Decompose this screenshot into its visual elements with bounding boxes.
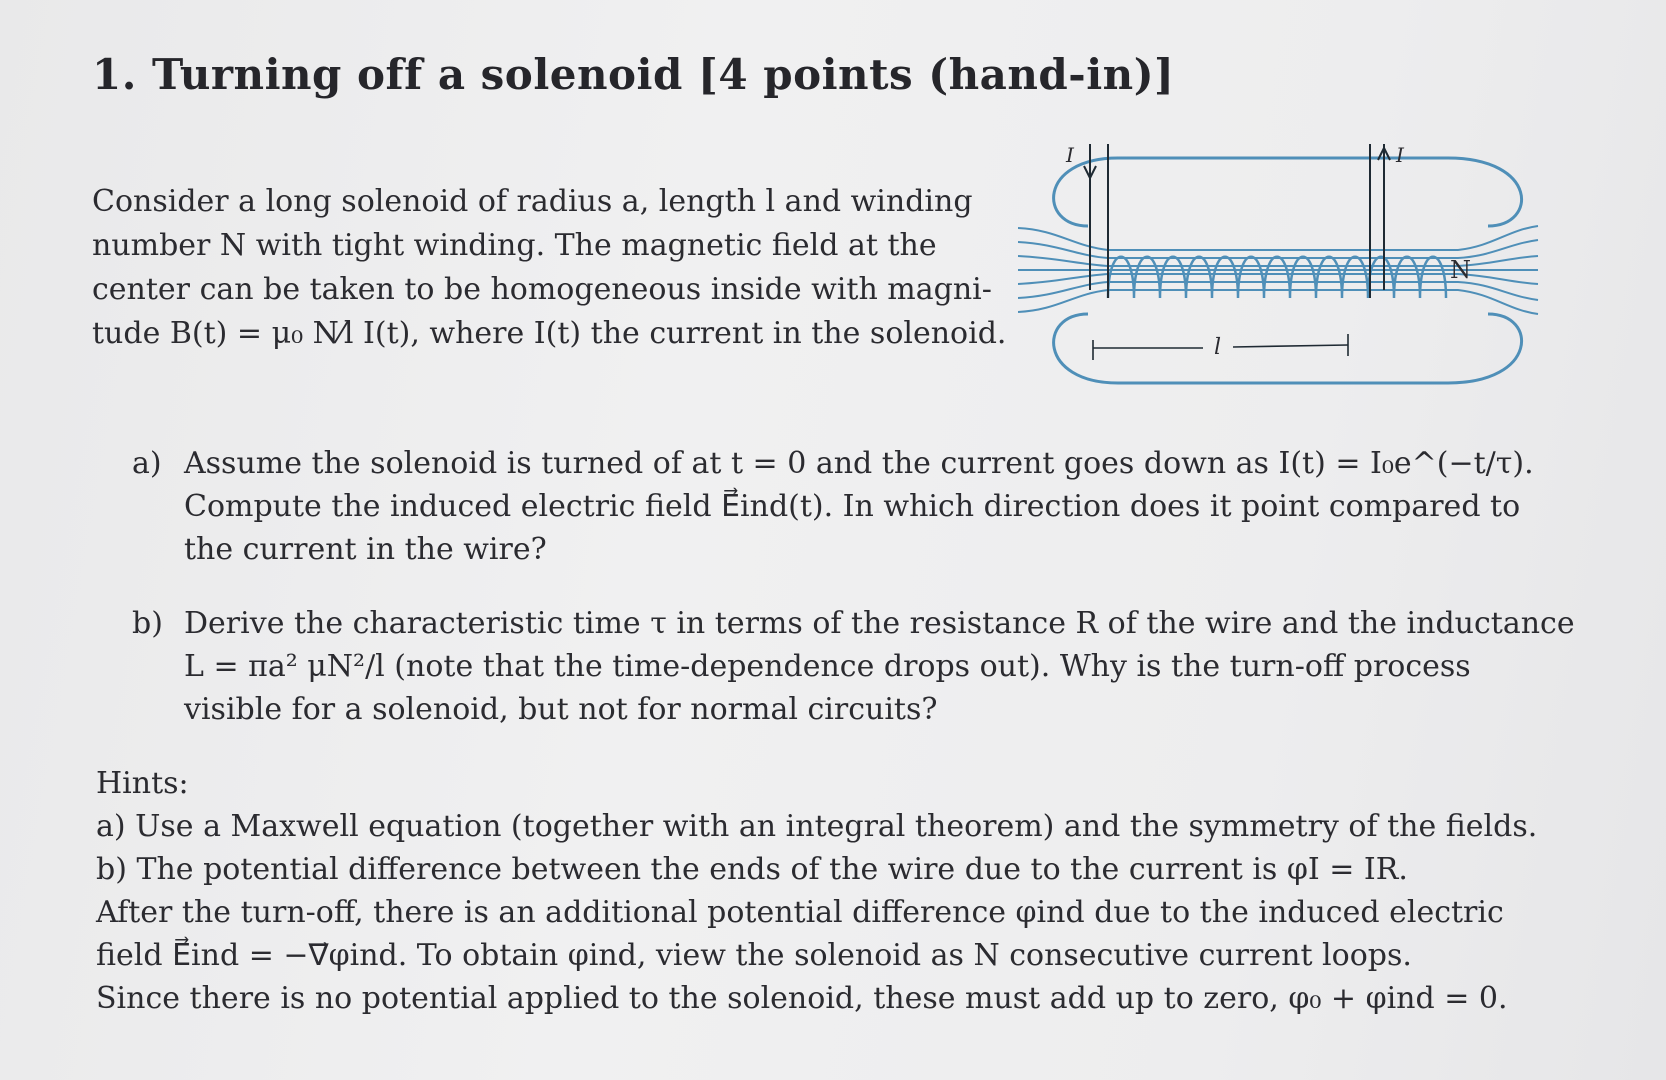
hints-section (96, 762, 1596, 1020)
hints-heading: Hints: (96, 766, 189, 801)
field-line (1018, 226, 1538, 250)
hint-line: Since there is no potential applied to the solenoid, these must add up to zero, φ₀ + φind = 0. (96, 981, 1508, 1016)
length-line-right (1233, 345, 1348, 347)
hint-line: b) The potential difference between the ends of the wire due to the current is φI = IR. (96, 852, 1408, 887)
length-label: l (1214, 335, 1222, 360)
coil-windings (1108, 257, 1446, 298)
question-line: the current in the wire? (184, 532, 547, 567)
question-body (184, 602, 1592, 731)
intro-line: center can be taken to be homogeneous inside with magni- (92, 272, 992, 307)
hint-line: a) Use a Maxwell equation (together with an integral theorem) and the symmetry of the fields. (96, 809, 1538, 844)
intro-line: number N with tight winding. The magnetic field at the (92, 228, 937, 263)
question-line: Compute the induced electric field E⃗ind(t). In which direction does it point compared to (184, 489, 1521, 524)
intro-line: tude B(t) = μ₀ N⁄l I(t), where I(t) the current in the solenoid. (92, 316, 1007, 351)
question-b (132, 602, 1592, 731)
field-line (1018, 290, 1538, 314)
question-line: L = πa² μN²/l (note that the time-dependence drops out). Why is the turn-off process (184, 649, 1471, 684)
intro-paragraph (92, 180, 1012, 356)
question-line: visible for a solenoid, but not for normal circuits? (184, 692, 938, 727)
question-line: Derive the characteristic time τ in terms of the resistance R of the wire and the inductance (184, 606, 1575, 641)
solenoid-diagram (1018, 138, 1578, 418)
question-line: Assume the solenoid is turned of at t = 0 and the current goes down as I(t) = I₀e^(−t/τ). (184, 446, 1534, 481)
current-label-right: I (1396, 143, 1404, 167)
question-marker: a) (132, 446, 162, 481)
current-label-left: I (1066, 143, 1074, 167)
question-marker: b) (132, 606, 163, 641)
field-loop-top (1054, 158, 1522, 226)
hint-line: After the turn-off, there is an additional potential difference φind due to the induced electric (96, 895, 1504, 930)
question-body (184, 442, 1592, 571)
hint-line: field E⃗ind = −∇⃗φind. To obtain φind, view the solenoid as N consecutive current loops. (96, 938, 1412, 973)
problem-title: 1. Turning off a solenoid [4 points (hand-in)] (92, 50, 1175, 99)
question-a (132, 442, 1592, 571)
coil-path (1108, 257, 1446, 298)
north-pole-label: N (1450, 256, 1471, 284)
intro-line: Consider a long solenoid of radius a, length l and winding (92, 184, 973, 219)
